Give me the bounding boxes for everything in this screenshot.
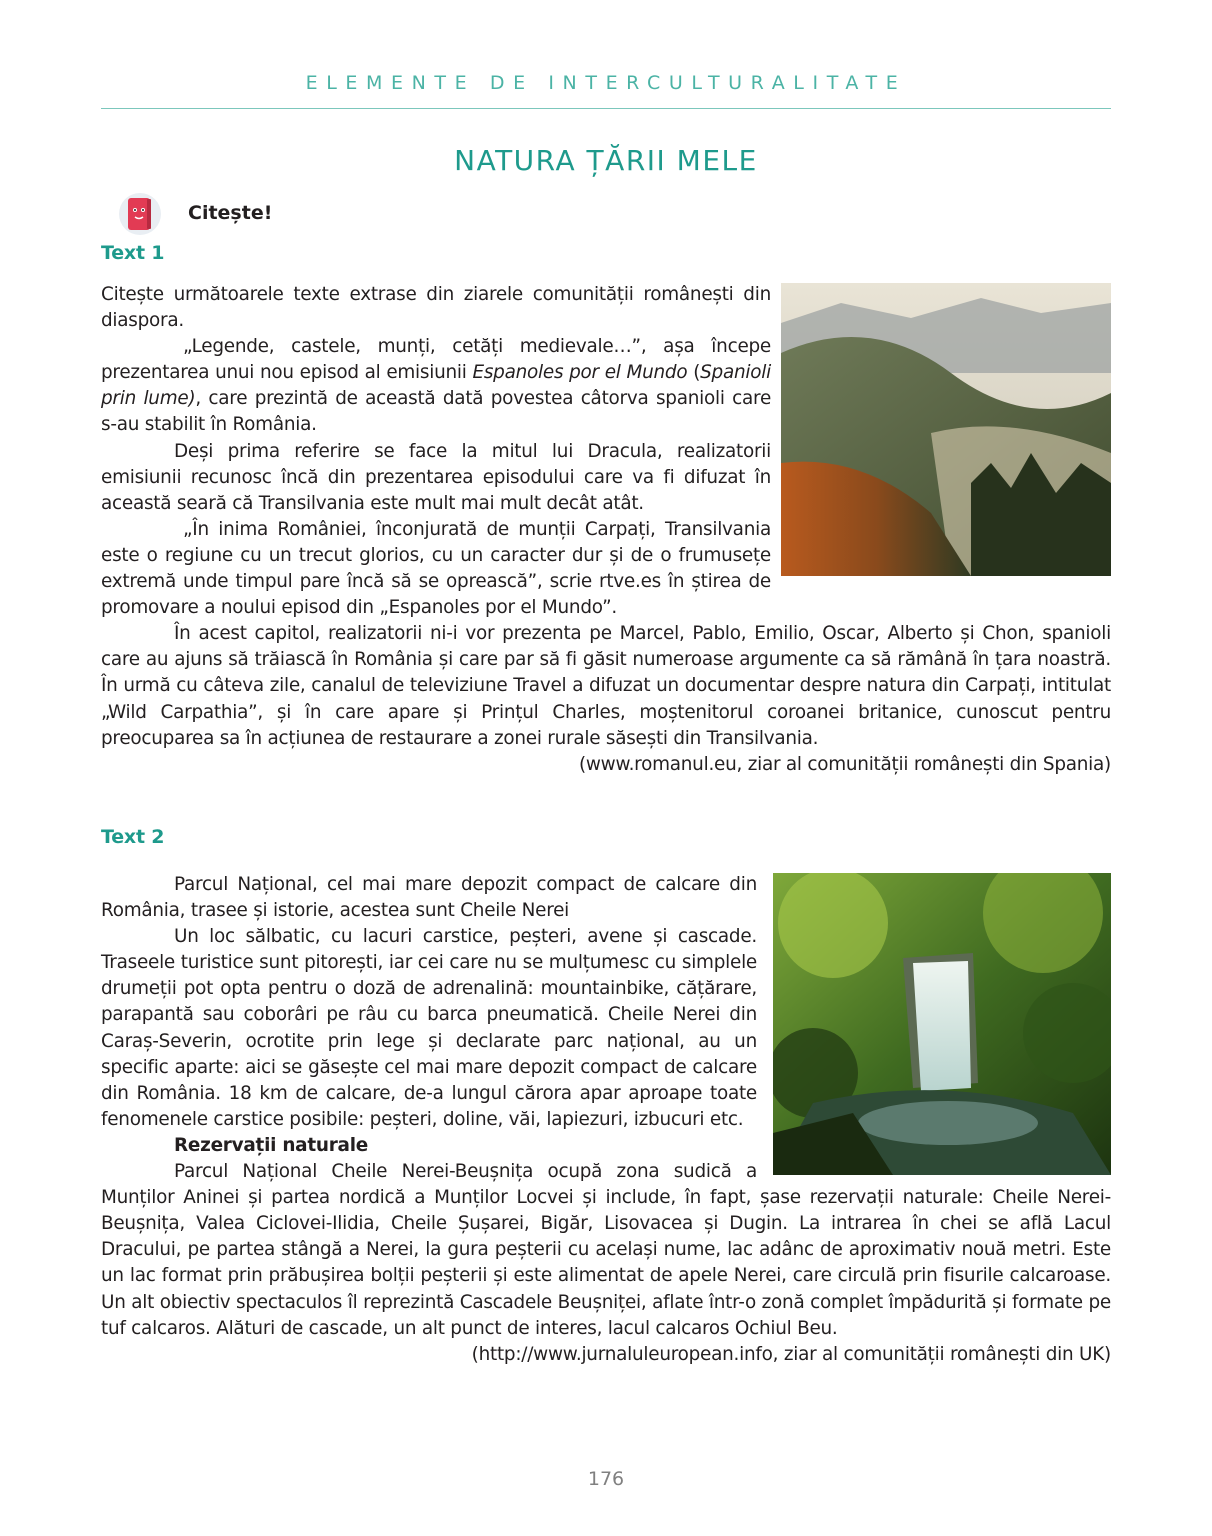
mountain-landscape-photo	[781, 283, 1111, 576]
show-translation-open: (	[693, 362, 701, 384]
text2-subheading: Rezervații naturale	[174, 1134, 368, 1156]
text1-paragraph-3: Deși prima referire se face la mitul lui Dracula, realizatorii emisiunii recunosc încă din prezentarea episodului care va fi difuzat în această seară că Transilvania este mult mai mult decât atât.	[101, 440, 771, 514]
text2-body	[101, 872, 1111, 1368]
text1-paragraph-5: În acest capitol, realizatorii ni-i vor prezenta pe Marcel, Pablo, Emilio, Oscar, Alberto și Chon, spanioli care au ajuns să trăiască în România și care par să fi găsit numeroase argumente ca să rămână în țara noastră. În urmă cu câteva zile, canalul de televiziune Travel a difuzat un documentar despre natura din Carpați, intitulat „Wild Carpathia”, și în care apare și Prințul Charles, moștenitorul coroanei britanice, cunoscut pentru preocuparea sa în acțiunea de restaurare a zonei rurale săsești din Transilvania.	[101, 623, 1111, 749]
text1-body	[101, 282, 1111, 778]
text1-paragraph-2-lead: „Legende, castele, munți, cetăți medievale…”, așa începe prezentarea unui nou episod al emisiunii	[101, 336, 771, 384]
page-title: NATURA ȚĂRII MELE	[454, 144, 758, 177]
book-icon	[112, 192, 168, 236]
show-title: Espanoles por el Mundo	[472, 362, 688, 384]
show-translation: Spanioli prin lume)	[101, 362, 771, 410]
text2-paragraph-1: Parcul Național, cel mai mare depozit compact de calcare din România, trasee și istorie, acestea sunt Cheile Nerei	[101, 874, 757, 922]
page-number: 176	[587, 1468, 625, 1490]
text1-label: Text 1	[101, 242, 165, 264]
text2-paragraph-2: Un loc sălbatic, cu lacuri carstice, peșteri, avene și cascade. Traseele turistice sunt pitorești, iar cei care nu se mulțumesc cu simplele drumeții pot opta pentru o doză de adrenalină: mountainbike, cățărare, parapantă sau coborâri pe râu cu barca pneumatică. Cheile Nerei din Caraș-Severin, ocrotite prin lege și declarate parc național, au un specific aparte: aici se găsește cel mai mare depozit compact de calcare din România. 18 km de calcare, de-a lungul cărora apar aproape toate fenomenele carstice posibile: peșteri, doline, văi, lapiezuri, izbucuri etc.	[101, 926, 757, 1130]
text1-paragraph-2-tail: , care prezintă de această dată povestea câtorva spanioli care s-au stabilit în România.	[101, 388, 772, 436]
waterfall-forest-photo	[773, 873, 1111, 1175]
header-divider	[101, 108, 1111, 109]
text1-paragraph-4: „În inima României, înconjurată de munții Carpați, Transilvania este o regiune cu un trecut glorios, cu un caracter dur și de o frumusețe extremă unde timpul pare încă să se oprească”, scrie rtve.es în știrea de promovare a noului episod din „Espanoles por el Mundo”.	[101, 518, 771, 619]
section-header: ELEMENTE DE INTERCULTURALITATE	[305, 72, 907, 94]
text1-source: (www.romanul.eu, ziar al comunității românești din Spania)	[578, 753, 1111, 775]
text1-paragraph-1: Citește următoarele texte extrase din ziarele comunității românești din diaspora.	[101, 284, 771, 332]
read-instruction: Citește!	[188, 202, 273, 224]
text2-paragraph-3: Parcul Național Cheile Nerei-Beușnița ocupă zona sudică a Munților Aninei și partea nordică a Munților Locvei și include, în fapt, șase rezervații naturale: Cheile Nerei-Beușnița, Valea Ciclovei-Ilidia, Cheile Șușarei, Bigăr, Lisovacea și Dugin. La intrarea în chei se află Lacul Dracului, pe partea stângă a Nerei, la gura peșterii cu același nume, lac adânc de aproximativ nouă metri. Este un lac format prin prăbușirea bolții peșterii și este alimentat de apele Nerei, care circulă prin fisurile calcaroase. Un alt obiectiv spectaculos îl reprezintă Cascadele Beușniței, aflate într-o zonă complet împădurită și formate pe tuf calcaros. Alături de cascade, un alt punct de interes, lacul calcaros Ochiul Beu.	[101, 1161, 1111, 1339]
text2-label: Text 2	[101, 826, 165, 848]
text2-source: (http://www.jurnaluleuropean.info, ziar al comunității românești din UK)	[471, 1343, 1111, 1365]
